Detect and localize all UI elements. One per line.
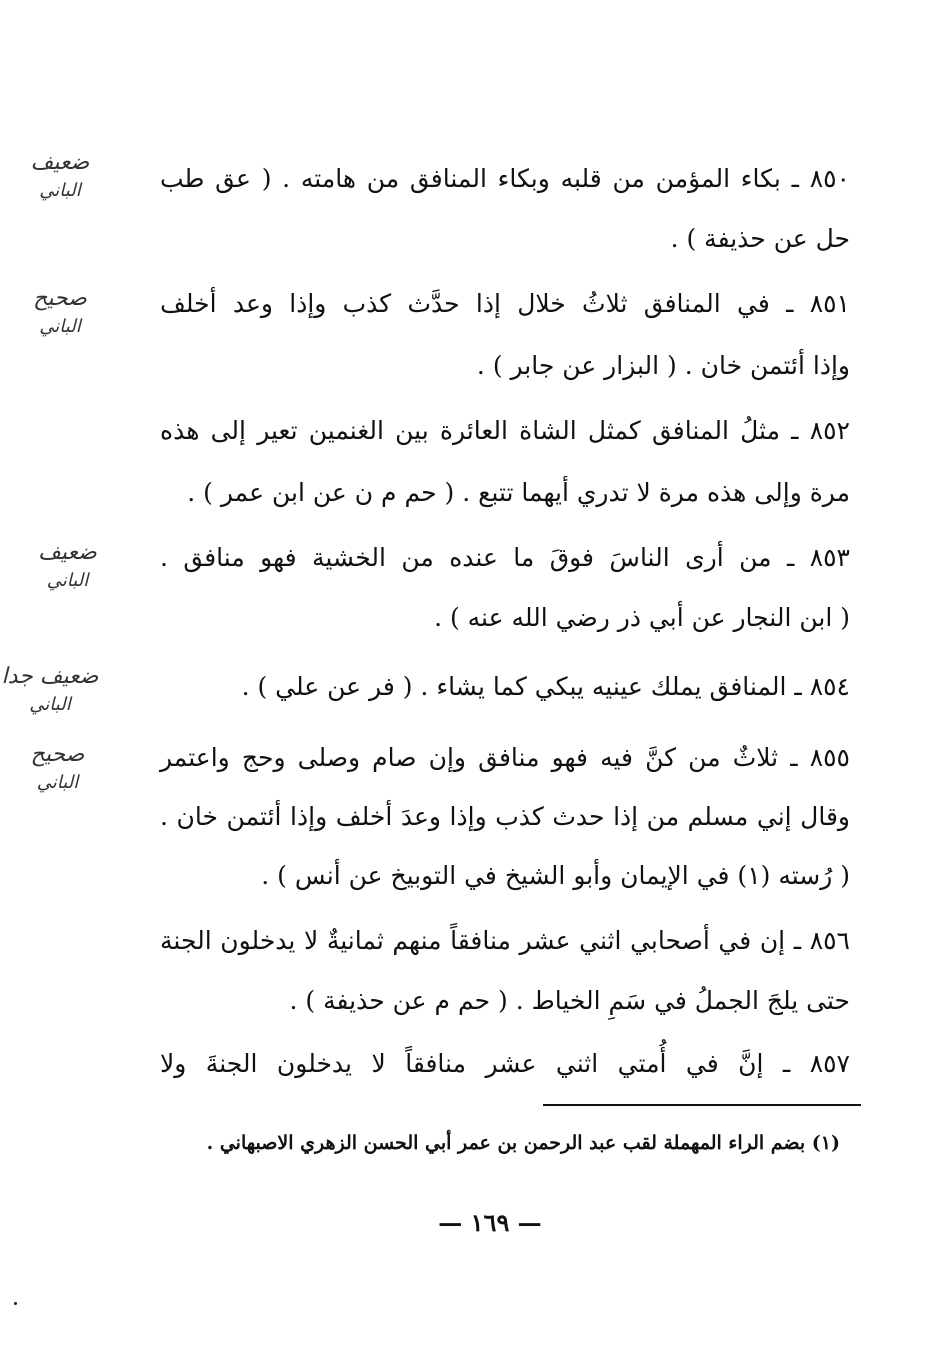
text-line-853a: ٨٥٣ ـ من أرى الناسَ فوقَ ما عنده من الخشية فهو منافق . [160,543,850,572]
margin-source: الباني [39,180,81,201]
margin-source: الباني [36,772,79,793]
text-line-851b: وإذا أئتمن خان . ( البزار عن جابر ) . [476,351,850,380]
text-line-855c: ( رُسته (١) في الإيمان وأبو الشيخ في التوبيخ عن أنس ) . [261,861,850,890]
text-line-857a: ٨٥٧ ـ إنَّ في أُمتي اثني عشر منافقاً لا يدخلون الجنةَ ولا [160,1049,850,1078]
text-line-856b: حتى يلجَ الجملُ في سَمِ الخياط . ( حم م عن حذيفة ) . [289,986,850,1015]
text-line-850a: ٨٥٠ ـ بكاء المؤمن من قلبه وبكاء المنافق من هامته . ( عق طب [160,164,850,193]
footnote: (١) بضم الراء المهملة لقب عبد الرحمن بن عمر أبي الحسن الزهري الاصبهاني . [206,1132,840,1154]
margin-note-854 [0,662,100,718]
text-line-853b: ( ابن النجار عن أبي ذر رضي الله عنه ) . [434,603,850,632]
margin-note-851 [0,284,120,340]
text-line-852b: مرة وإلى هذه مرة لا تدري أيهما تتبع . ( حم م ن عن ابن عمر ) . [187,478,850,507]
margin-source: الباني [46,570,89,591]
text-line-856a: ٨٥٦ ـ إن في أصحابي اثني عشر منافقاً منهم ثمانيةٌ لا يدخلون الجنة [160,926,850,955]
margin-grade: ضعيف جدا [1,664,99,689]
margin-grade: ضعيف [30,150,90,175]
margin-source: الباني [29,694,71,715]
text-line-850b: حل عن حذيفة ) . [670,224,850,253]
margin-note-855 [0,740,115,796]
text-line-852a: ٨٥٢ ـ مثلُ المنافق كمثل الشاة العائرة بين الغنمين تعير إلى هذه [160,416,850,445]
text-line-851a: ٨٥١ ـ في المنافق ثلاثُ خلال إذا حدَّث كذب وإذا وعد أخلف [160,289,850,318]
margin-source: الباني [39,316,81,337]
margin-note-850 [0,148,120,204]
text-line-855b: وقال إني مسلم من إذا حدث كذب وإذا وعدَ أخلف وإذا أئتمن خان . [160,802,850,831]
margin-grade: ضعيف [38,540,97,565]
page-number: — ١٦٩ — [438,1208,542,1237]
margin-note-853 [10,538,125,594]
text-line-855a: ٨٥٥ ـ ثلاثٌ من كنَّ فيه فهو منافق وإن صام وصلى وحج واعتمر [160,743,850,772]
margin-grade: صحيح [30,742,85,767]
footnote-separator [543,1104,861,1106]
margin-grade: صحيح [33,286,87,311]
text-line-854: ٨٥٤ ـ المنافق يملك عينيه يبكي كما يشاء . ( فر عن علي ) . [241,672,850,701]
ink-speck [14,1302,17,1305]
